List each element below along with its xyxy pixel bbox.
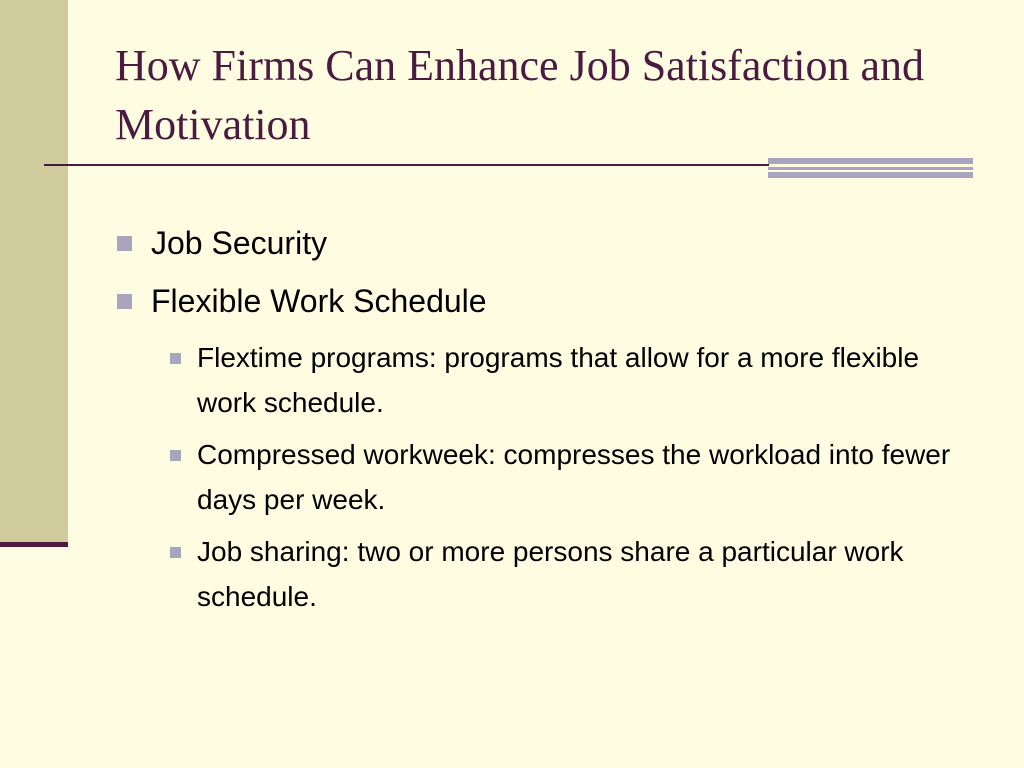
bullet-item: Flexible Work Schedule — [151, 283, 487, 319]
square-bullet-icon — [170, 547, 181, 558]
slide-title: How Firms Can Enhance Job Satisfaction and Motivation — [115, 41, 924, 149]
square-bullet-icon — [117, 294, 132, 309]
sub-bullet-item: Compressed workweek: compresses the workload into fewer days per week. — [197, 439, 951, 515]
square-bullet-icon — [170, 450, 181, 461]
sub-bullet-item: Flextime programs: programs that allow for a more flexible work schedule. — [197, 342, 920, 418]
square-bullet-icon — [170, 353, 181, 364]
square-bullet-icon — [117, 236, 132, 251]
sub-bullet-item: Job sharing: two or more persons share a particular work schedule. — [197, 536, 904, 612]
bullet-item: Job Security — [151, 225, 328, 261]
